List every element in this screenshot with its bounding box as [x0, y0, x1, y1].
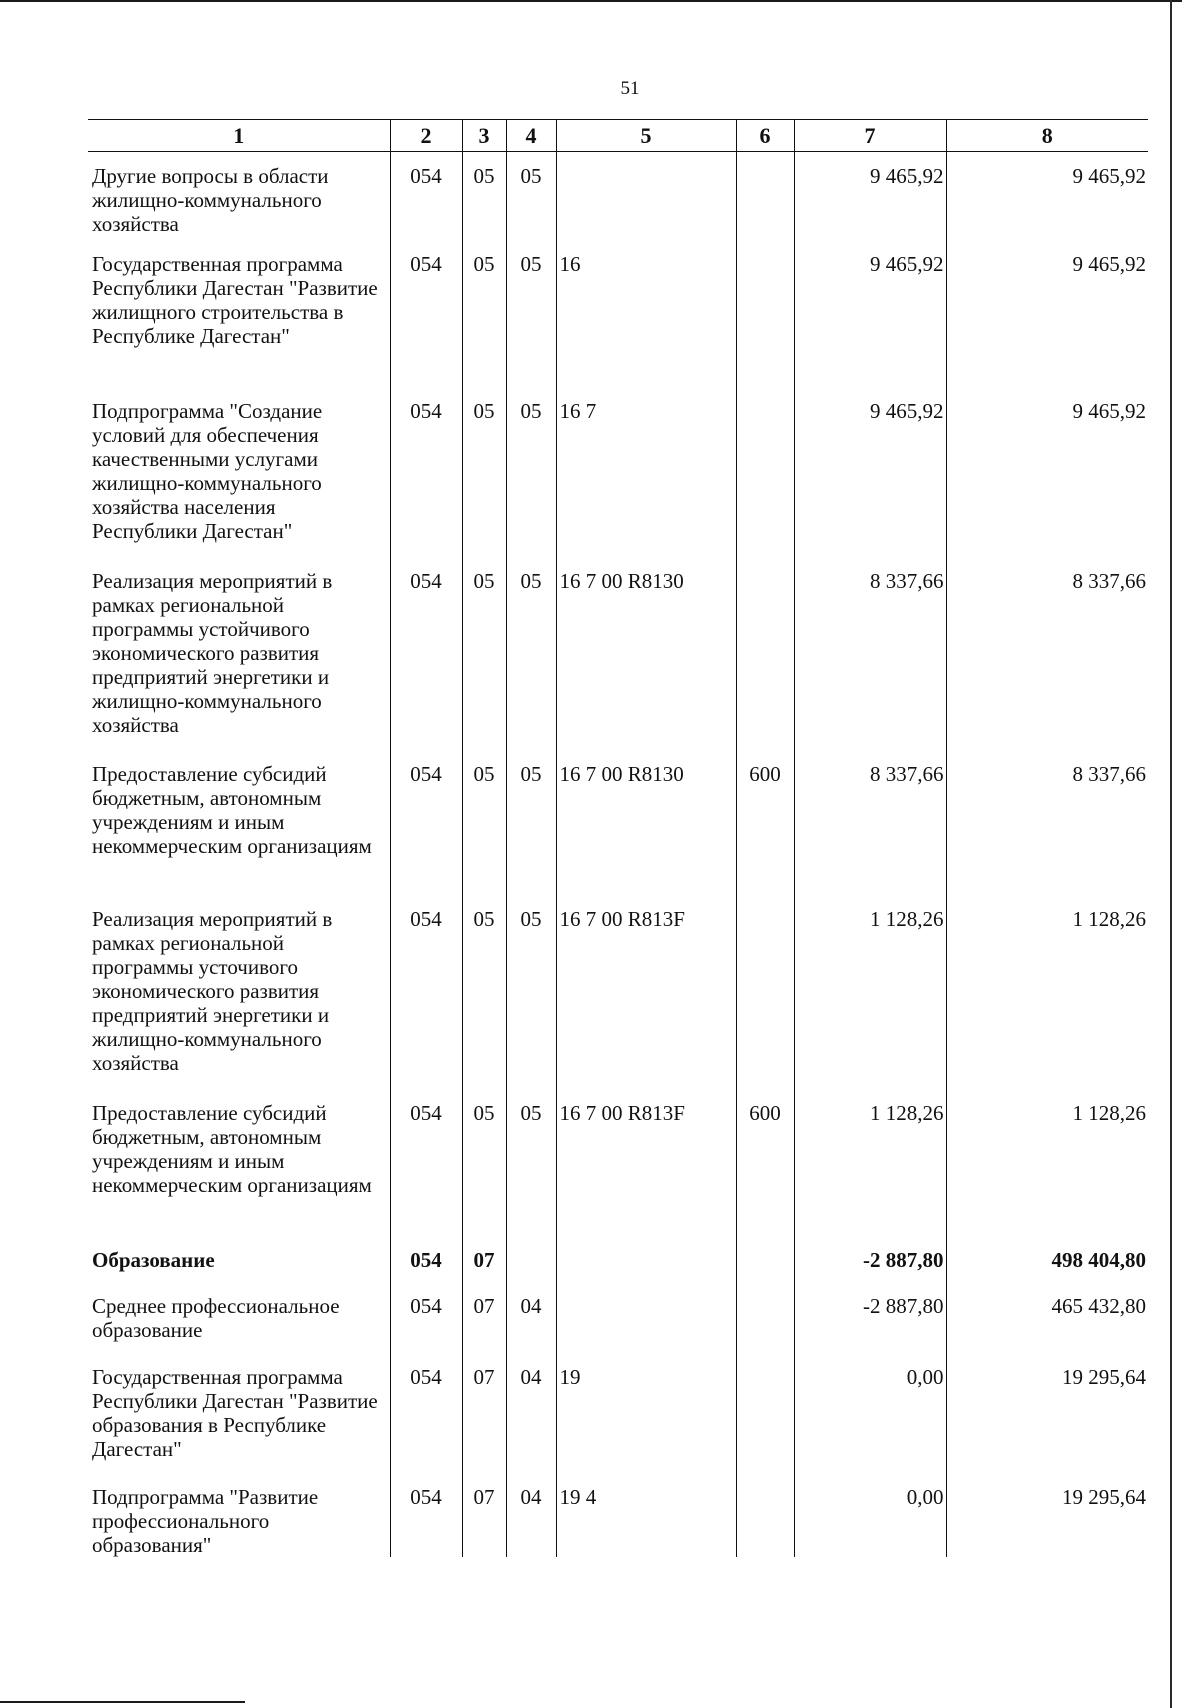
table-row: [88, 152, 1148, 240]
section-cell: 05: [462, 750, 506, 895]
section-cell: 07: [462, 1282, 506, 1353]
column-header-5: 5: [556, 120, 736, 152]
row-name-cell: Образование: [92, 1247, 215, 1272]
target-article-cell: 16: [556, 240, 736, 387]
target-article-cell: [556, 1282, 736, 1353]
column-header-1: 1: [88, 120, 390, 152]
column-header-4: 4: [506, 120, 556, 152]
expense-type-cell: 600: [736, 750, 794, 895]
table-row: [88, 387, 1148, 557]
row-name-cell: Реализация мероприятий в рамках региональной программы усточивого экономического развития предприятий энергетики и жилищно-коммунального хозяйства: [92, 906, 333, 1075]
subsection-cell: 05: [506, 557, 556, 750]
subsection-cell: 05: [506, 750, 556, 895]
expense-type-cell: [736, 1473, 794, 1557]
column-header-3: 3: [462, 120, 506, 152]
amount-col7-cell: 1 128,26: [794, 1089, 946, 1236]
amount-col8-cell: 8 337,66: [946, 557, 1148, 750]
subsection-cell: [506, 1236, 556, 1282]
amount-col7-cell: 8 337,66: [794, 750, 946, 895]
amount-col7-cell: 0,00: [794, 1473, 946, 1557]
section-cell: 07: [462, 1473, 506, 1557]
row-name-cell: Реализация мероприятий в рамках региональной программы устойчивого экономического развития предприятий энергетики и жилищно-коммунального хозяйства: [92, 568, 333, 737]
amount-col7-cell: 9 465,92: [794, 240, 946, 387]
amount-col7-cell: -2 887,80: [794, 1236, 946, 1282]
section-cell: 05: [462, 152, 506, 240]
expense-type-cell: [736, 557, 794, 750]
subsection-cell: 05: [506, 240, 556, 387]
subsection-cell: 05: [506, 1089, 556, 1236]
section-cell: 07: [462, 1353, 506, 1473]
target-article-cell: [556, 152, 736, 240]
column-header-7: 7: [794, 120, 946, 152]
column-header-2: 2: [390, 120, 462, 152]
amount-col8-cell: 19 295,64: [946, 1353, 1148, 1473]
amount-col7-cell: 0,00: [794, 1353, 946, 1473]
row-name-cell: Другие вопросы в области жилищно-коммунального хозяйства: [92, 164, 329, 236]
row-name-cell: Государственная программа Республики Дагестан "Развитие жилищного строительства в Республике Дагестан": [92, 251, 378, 348]
budget-table: [88, 119, 1148, 1557]
scan-edge-bottom: [0, 1701, 245, 1703]
amount-col7-cell: 1 128,26: [794, 895, 946, 1089]
expense-type-cell: [736, 240, 794, 387]
subsection-cell: 05: [506, 152, 556, 240]
section-cell: 07: [462, 1236, 506, 1282]
expense-type-cell: 600: [736, 1089, 794, 1236]
table-row: [88, 557, 1148, 750]
amount-col8-cell: 498 404,80: [946, 1236, 1148, 1282]
table-row: [88, 1282, 1148, 1353]
subsection-cell: 04: [506, 1473, 556, 1557]
target-article-cell: 16 7 00 R813F: [556, 895, 736, 1089]
code-cell: 054: [390, 1282, 462, 1353]
expense-type-cell: [736, 1236, 794, 1282]
expense-type-cell: [736, 152, 794, 240]
amount-col8-cell: 1 128,26: [946, 1089, 1148, 1236]
scan-edge-top: [0, 0, 1182, 2]
table-row: [88, 1353, 1148, 1473]
amount-col7-cell: -2 887,80: [794, 1282, 946, 1353]
table-row-section: [88, 1236, 1148, 1282]
amount-col7-cell: 9 465,92: [794, 152, 946, 240]
budget-table-container: [88, 119, 1148, 1557]
amount-col8-cell: 8 337,66: [946, 750, 1148, 895]
table-row: [88, 1473, 1148, 1557]
code-cell: 054: [390, 1236, 462, 1282]
code-cell: 054: [390, 152, 462, 240]
code-cell: 054: [390, 557, 462, 750]
target-article-cell: 16 7: [556, 387, 736, 557]
section-cell: 05: [462, 387, 506, 557]
amount-col8-cell: 465 432,80: [946, 1282, 1148, 1353]
section-cell: 05: [462, 1089, 506, 1236]
row-name-cell: Предоставление субсидий бюджетным, автономным учреждениям и иным некоммерческим организациям: [92, 1100, 372, 1197]
subsection-cell: 04: [506, 1282, 556, 1353]
amount-col8-cell: 9 465,92: [946, 387, 1148, 557]
amount-col8-cell: 9 465,92: [946, 152, 1148, 240]
amount-col8-cell: 19 295,64: [946, 1473, 1148, 1557]
code-cell: 054: [390, 387, 462, 557]
page-number: 51: [620, 78, 640, 99]
target-article-cell: 16 7 00 R8130: [556, 557, 736, 750]
code-cell: 054: [390, 240, 462, 387]
target-article-cell: 16 7 00 R813F: [556, 1089, 736, 1236]
table-row: [88, 240, 1148, 387]
row-name-cell: Предоставление субсидий бюджетным, автономным учреждениям и иным некоммерческим организациям: [92, 761, 372, 858]
subsection-cell: 05: [506, 387, 556, 557]
section-cell: 05: [462, 557, 506, 750]
scan-edge-right: [1170, 0, 1172, 1708]
table-row: [88, 1089, 1148, 1236]
table-row: [88, 895, 1148, 1089]
target-article-cell: [556, 1236, 736, 1282]
column-header-8: 8: [946, 120, 1148, 152]
target-article-cell: 19 4: [556, 1473, 736, 1557]
amount-col8-cell: 1 128,26: [946, 895, 1148, 1089]
code-cell: 054: [390, 1089, 462, 1236]
amount-col8-cell: 9 465,92: [946, 240, 1148, 387]
header-row: [88, 120, 1148, 152]
code-cell: 054: [390, 1473, 462, 1557]
target-article-cell: 16 7 00 R8130: [556, 750, 736, 895]
code-cell: 054: [390, 1353, 462, 1473]
subsection-cell: 05: [506, 895, 556, 1089]
amount-col7-cell: 8 337,66: [794, 557, 946, 750]
expense-type-cell: [736, 1282, 794, 1353]
amount-col7-cell: 9 465,92: [794, 387, 946, 557]
row-name-cell: Среднее профессиональное образование: [92, 1293, 340, 1342]
row-name-cell: Подпрограмма "Развитие профессионального образования": [92, 1484, 319, 1557]
expense-type-cell: [736, 1353, 794, 1473]
row-name-cell: Подпрограмма "Создание условий для обеспечения качественными услугами жилищно-коммунального хозяйства населения Республики Дагестан": [92, 398, 323, 543]
subsection-cell: 04: [506, 1353, 556, 1473]
target-article-cell: 19: [556, 1353, 736, 1473]
expense-type-cell: [736, 387, 794, 557]
row-name-cell: Государственная программа Республики Дагестан "Развитие образования в Республике Дагестан": [92, 1364, 378, 1461]
table-row: [88, 750, 1148, 895]
expense-type-cell: [736, 895, 794, 1089]
section-cell: 05: [462, 895, 506, 1089]
section-cell: 05: [462, 240, 506, 387]
code-cell: 054: [390, 750, 462, 895]
code-cell: 054: [390, 895, 462, 1089]
column-header-6: 6: [736, 120, 794, 152]
